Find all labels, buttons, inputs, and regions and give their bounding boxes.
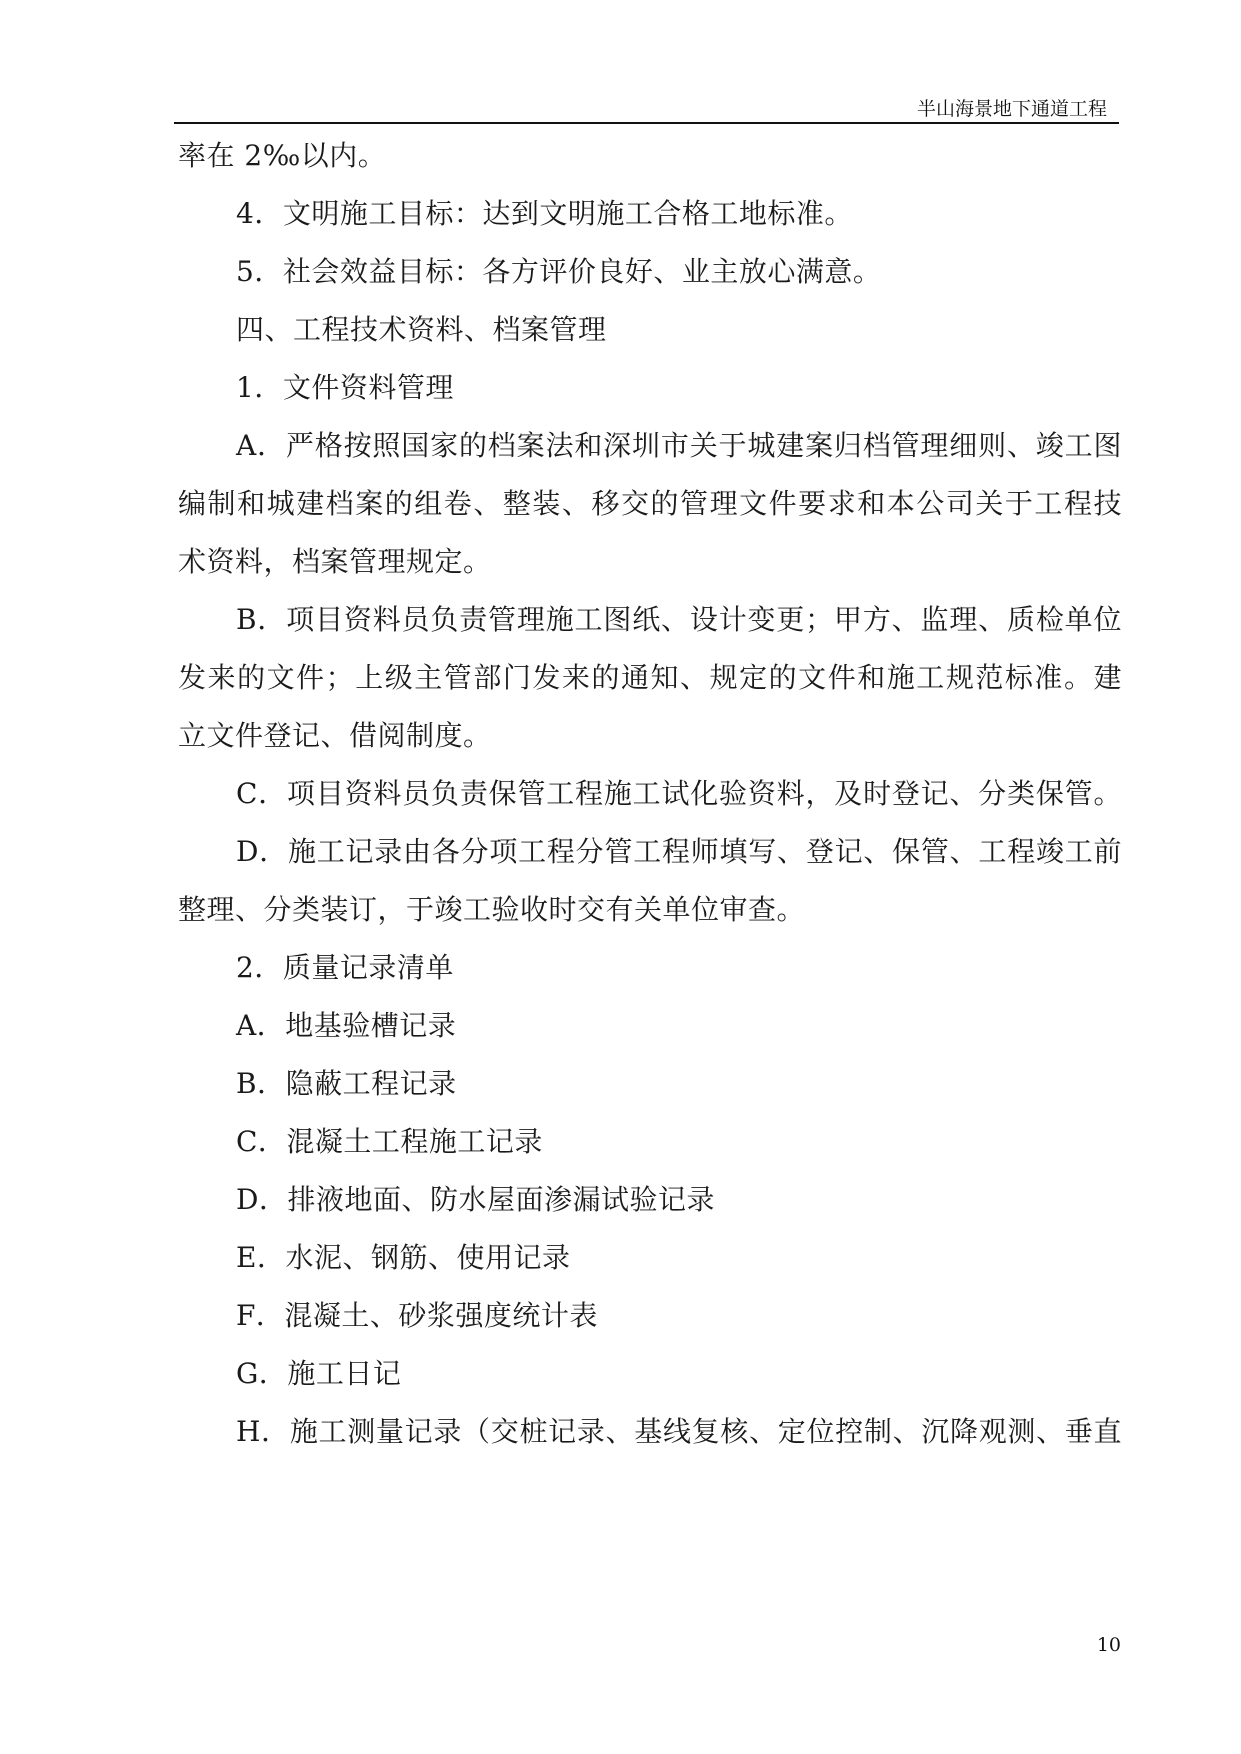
list-item: E．水泥、钢筋、使用记录 [236,1241,571,1274]
header-title: 半山海景地下通道工程 [916,98,1107,120]
header-rule [174,122,1119,124]
subsection-heading: 1．文件资料管理 [236,371,454,404]
list-item: A．地基验槽记录 [236,1009,457,1042]
text-line: 率在 2‰以内。 [178,139,387,172]
text-line: 发来的文件；上级主管部门发来的通知、规定的文件和施工规范标准。建 [178,661,1122,694]
list-item: C．混凝土工程施工记录 [236,1125,543,1158]
text-line: 编制和城建档案的组卷、整装、移交的管理文件要求和本公司关于工程技 [178,487,1122,520]
text-line: A．严格按照国家的档案法和深圳市关于城建案归档管理细则、竣工图 [236,429,1122,462]
text-line: 5．社会效益目标：各方评价良好、业主放心满意。 [236,255,882,288]
text-line: 立文件登记、借阅制度。 [178,719,492,752]
list-item: H．施工测量记录（交桩记录、基线复核、定位控制、沉降观测、垂直 [236,1415,1122,1448]
page-header [174,90,1119,124]
section-heading: 四、工程技术资料、档案管理 [236,313,607,346]
page-number: 10 [1096,1634,1121,1656]
subsection-heading: 2．质量记录清单 [236,951,454,984]
text-line: 术资料，档案管理规定。 [178,545,492,578]
list-item: B．隐蔽工程记录 [236,1067,457,1100]
text-line: 整理、分类装订，于竣工验收时交有关单位审查。 [178,893,806,926]
list-item: F．混凝土、砂浆强度统计表 [236,1299,598,1332]
list-item: D．排液地面、防水屋面渗漏试验记录 [236,1183,715,1216]
text-line: B．项目资料员负责管理施工图纸、设计变更；甲方、监理、质检单位 [236,603,1122,636]
list-item: G．施工日记 [236,1357,402,1390]
text-line: D．施工记录由各分项工程分管工程师填写、登记、保管、工程竣工前 [236,835,1122,868]
text-line: C．项目资料员负责保管工程施工试化验资料，及时登记、分类保管。 [236,777,1122,810]
text-line: 4．文明施工目标：达到文明施工合格工地标准。 [236,197,853,230]
